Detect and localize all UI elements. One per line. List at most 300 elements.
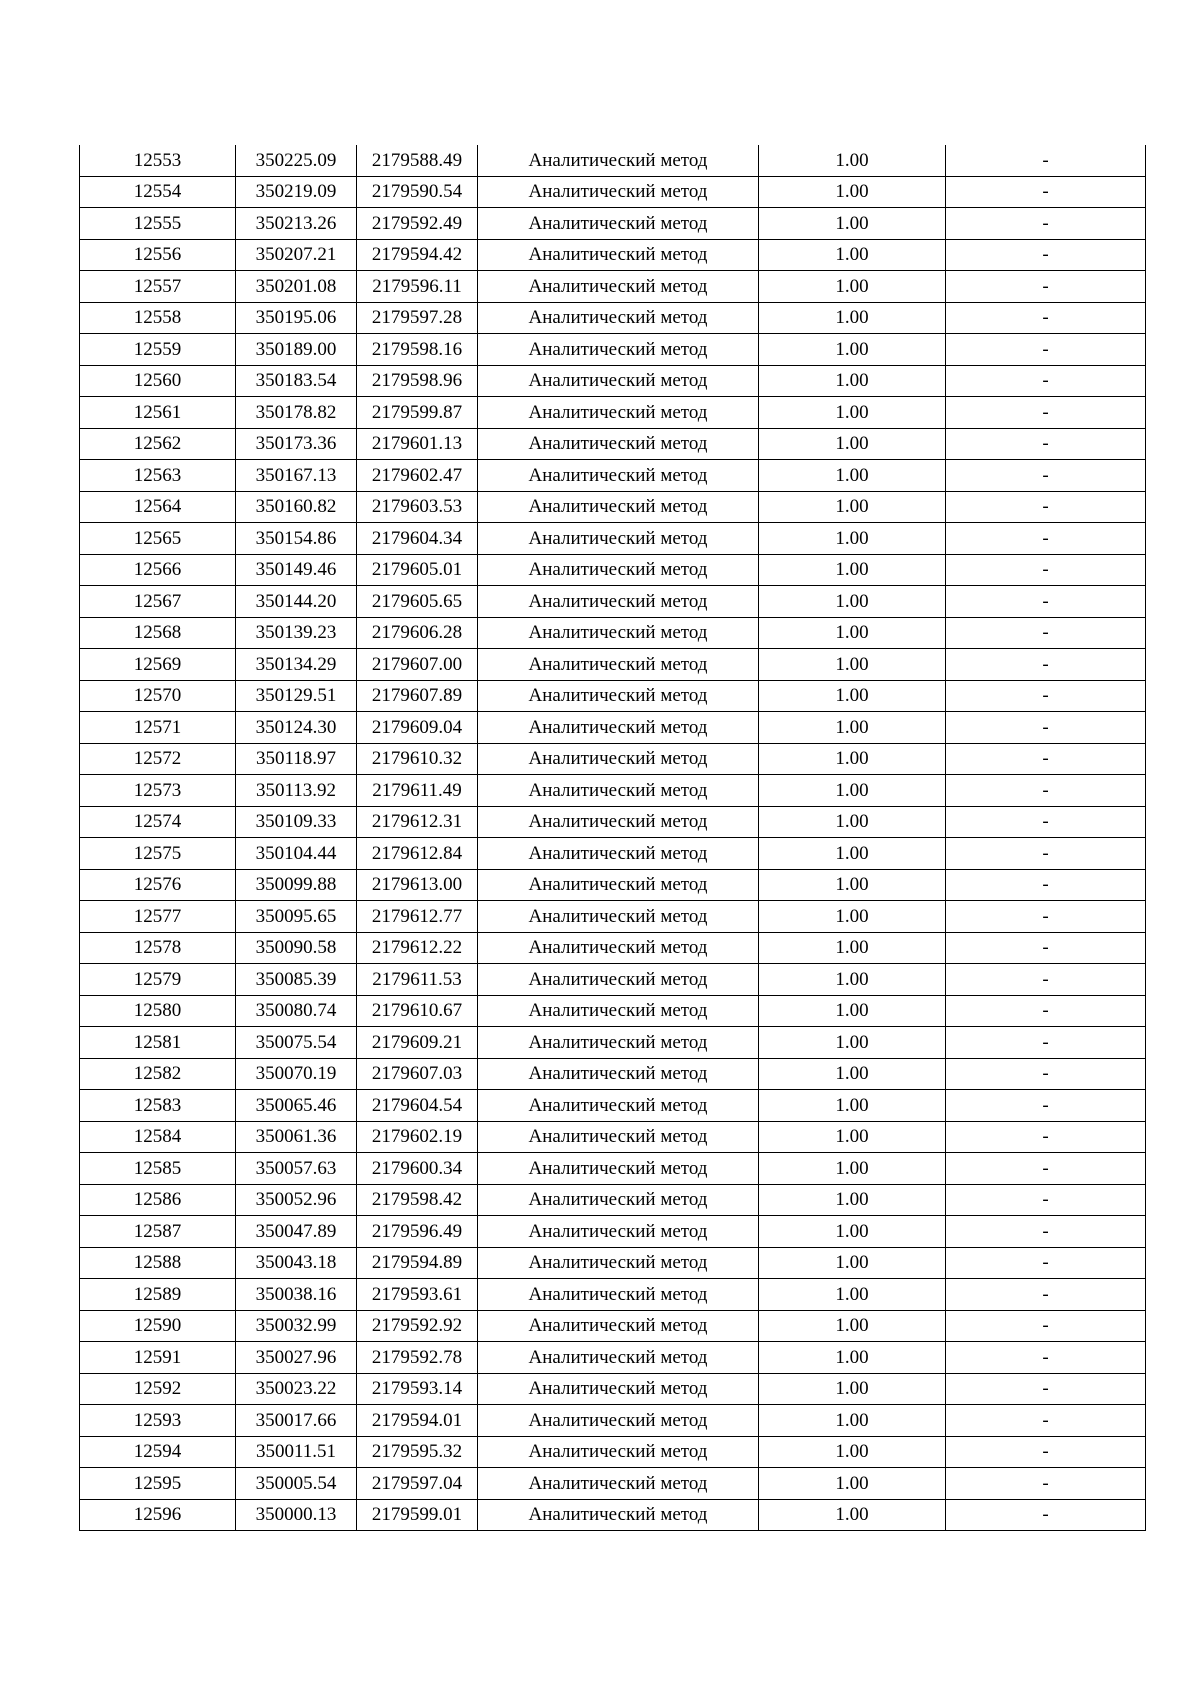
method-cell: Аналитический метод — [478, 554, 759, 586]
accuracy-cell: 1.00 — [759, 1184, 946, 1216]
accuracy-cell: 1.00 — [759, 1027, 946, 1059]
method-cell: Аналитический метод — [478, 523, 759, 555]
point-number-cell: 12555 — [80, 208, 236, 240]
point-number-cell: 12577 — [80, 901, 236, 933]
x-coordinate-cell: 350052.96 — [236, 1184, 357, 1216]
description-cell: - — [946, 649, 1146, 681]
x-coordinate-cell: 350149.46 — [236, 554, 357, 586]
point-number-cell: 12566 — [80, 554, 236, 586]
description-cell: - — [946, 680, 1146, 712]
table-row — [80, 1342, 1146, 1374]
description-cell: - — [946, 775, 1146, 807]
description-cell: - — [946, 964, 1146, 996]
method-cell: Аналитический метод — [478, 617, 759, 649]
point-number-cell: 12560 — [80, 365, 236, 397]
accuracy-cell: 1.00 — [759, 1121, 946, 1153]
y-coordinate-cell: 2179595.32 — [357, 1436, 478, 1468]
point-number-cell: 12571 — [80, 712, 236, 744]
coordinates-table — [79, 145, 1146, 1531]
y-coordinate-cell: 2179597.04 — [357, 1468, 478, 1500]
description-cell: - — [946, 397, 1146, 429]
method-cell: Аналитический метод — [478, 1153, 759, 1185]
y-coordinate-cell: 2179602.19 — [357, 1121, 478, 1153]
accuracy-cell: 1.00 — [759, 1468, 946, 1500]
table-row — [80, 428, 1146, 460]
description-cell: - — [946, 491, 1146, 523]
y-coordinate-cell: 2179592.92 — [357, 1310, 478, 1342]
accuracy-cell: 1.00 — [759, 1499, 946, 1531]
x-coordinate-cell: 350099.88 — [236, 869, 357, 901]
description-cell: - — [946, 743, 1146, 775]
x-coordinate-cell: 350047.89 — [236, 1216, 357, 1248]
description-cell: - — [946, 1027, 1146, 1059]
y-coordinate-cell: 2179603.53 — [357, 491, 478, 523]
accuracy-cell: 1.00 — [759, 617, 946, 649]
y-coordinate-cell: 2179598.42 — [357, 1184, 478, 1216]
accuracy-cell: 1.00 — [759, 1247, 946, 1279]
accuracy-cell: 1.00 — [759, 208, 946, 240]
x-coordinate-cell: 350144.20 — [236, 586, 357, 618]
point-number-cell: 12561 — [80, 397, 236, 429]
description-cell: - — [946, 617, 1146, 649]
method-cell: Аналитический метод — [478, 1342, 759, 1374]
accuracy-cell: 1.00 — [759, 1373, 946, 1405]
method-cell: Аналитический метод — [478, 302, 759, 334]
x-coordinate-cell: 350124.30 — [236, 712, 357, 744]
y-coordinate-cell: 2179599.87 — [357, 397, 478, 429]
method-cell: Аналитический метод — [478, 1216, 759, 1248]
table-row — [80, 1373, 1146, 1405]
accuracy-cell: 1.00 — [759, 901, 946, 933]
y-coordinate-cell: 2179594.01 — [357, 1405, 478, 1437]
y-coordinate-cell: 2179611.53 — [357, 964, 478, 996]
description-cell: - — [946, 554, 1146, 586]
method-cell: Аналитический метод — [478, 806, 759, 838]
accuracy-cell: 1.00 — [759, 712, 946, 744]
table-row — [80, 1058, 1146, 1090]
description-cell: - — [946, 523, 1146, 555]
table-row — [80, 932, 1146, 964]
y-coordinate-cell: 2179596.11 — [357, 271, 478, 303]
accuracy-cell: 1.00 — [759, 680, 946, 712]
accuracy-cell: 1.00 — [759, 460, 946, 492]
x-coordinate-cell: 350219.09 — [236, 176, 357, 208]
table-row — [80, 649, 1146, 681]
description-cell: - — [946, 1279, 1146, 1311]
table-row — [80, 1499, 1146, 1531]
method-cell: Аналитический метод — [478, 1468, 759, 1500]
y-coordinate-cell: 2179598.16 — [357, 334, 478, 366]
method-cell: Аналитический метод — [478, 271, 759, 303]
method-cell: Аналитический метод — [478, 428, 759, 460]
y-coordinate-cell: 2179590.54 — [357, 176, 478, 208]
point-number-cell: 12586 — [80, 1184, 236, 1216]
y-coordinate-cell: 2179606.28 — [357, 617, 478, 649]
table-row — [80, 743, 1146, 775]
x-coordinate-cell: 350113.92 — [236, 775, 357, 807]
accuracy-cell: 1.00 — [759, 1310, 946, 1342]
x-coordinate-cell: 350167.13 — [236, 460, 357, 492]
table-row — [80, 334, 1146, 366]
x-coordinate-cell: 350057.63 — [236, 1153, 357, 1185]
description-cell: - — [946, 1468, 1146, 1500]
method-cell: Аналитический метод — [478, 491, 759, 523]
description-cell: - — [946, 1058, 1146, 1090]
description-cell: - — [946, 176, 1146, 208]
point-number-cell: 12563 — [80, 460, 236, 492]
accuracy-cell: 1.00 — [759, 397, 946, 429]
table-row — [80, 1247, 1146, 1279]
y-coordinate-cell: 2179607.89 — [357, 680, 478, 712]
table-row — [80, 712, 1146, 744]
x-coordinate-cell: 350090.58 — [236, 932, 357, 964]
description-cell: - — [946, 1499, 1146, 1531]
accuracy-cell: 1.00 — [759, 271, 946, 303]
table-row — [80, 145, 1146, 176]
method-cell: Аналитический метод — [478, 838, 759, 870]
accuracy-cell: 1.00 — [759, 1153, 946, 1185]
y-coordinate-cell: 2179602.47 — [357, 460, 478, 492]
y-coordinate-cell: 2179611.49 — [357, 775, 478, 807]
point-number-cell: 12553 — [80, 145, 236, 176]
point-number-cell: 12594 — [80, 1436, 236, 1468]
point-number-cell: 12572 — [80, 743, 236, 775]
method-cell: Аналитический метод — [478, 964, 759, 996]
x-coordinate-cell: 350061.36 — [236, 1121, 357, 1153]
x-coordinate-cell: 350070.19 — [236, 1058, 357, 1090]
accuracy-cell: 1.00 — [759, 239, 946, 271]
accuracy-cell: 1.00 — [759, 932, 946, 964]
x-coordinate-cell: 350005.54 — [236, 1468, 357, 1500]
y-coordinate-cell: 2179612.22 — [357, 932, 478, 964]
point-number-cell: 12585 — [80, 1153, 236, 1185]
accuracy-cell: 1.00 — [759, 775, 946, 807]
table-row — [80, 901, 1146, 933]
x-coordinate-cell: 350139.23 — [236, 617, 357, 649]
point-number-cell: 12575 — [80, 838, 236, 870]
accuracy-cell: 1.00 — [759, 1405, 946, 1437]
x-coordinate-cell: 350000.13 — [236, 1499, 357, 1531]
x-coordinate-cell: 350213.26 — [236, 208, 357, 240]
point-number-cell: 12562 — [80, 428, 236, 460]
y-coordinate-cell: 2179594.42 — [357, 239, 478, 271]
point-number-cell: 12581 — [80, 1027, 236, 1059]
description-cell: - — [946, 838, 1146, 870]
point-number-cell: 12554 — [80, 176, 236, 208]
point-number-cell: 12593 — [80, 1405, 236, 1437]
point-number-cell: 12596 — [80, 1499, 236, 1531]
point-number-cell: 12590 — [80, 1310, 236, 1342]
point-number-cell: 12595 — [80, 1468, 236, 1500]
x-coordinate-cell: 350189.00 — [236, 334, 357, 366]
point-number-cell: 12591 — [80, 1342, 236, 1374]
y-coordinate-cell: 2179594.89 — [357, 1247, 478, 1279]
table-row — [80, 554, 1146, 586]
x-coordinate-cell: 350129.51 — [236, 680, 357, 712]
method-cell: Аналитический метод — [478, 1405, 759, 1437]
description-cell: - — [946, 712, 1146, 744]
point-number-cell: 12578 — [80, 932, 236, 964]
accuracy-cell: 1.00 — [759, 1279, 946, 1311]
accuracy-cell: 1.00 — [759, 586, 946, 618]
method-cell: Аналитический метод — [478, 1058, 759, 1090]
point-number-cell: 12579 — [80, 964, 236, 996]
method-cell: Аналитический метод — [478, 995, 759, 1027]
table-row — [80, 460, 1146, 492]
method-cell: Аналитический метод — [478, 1310, 759, 1342]
x-coordinate-cell: 350027.96 — [236, 1342, 357, 1374]
y-coordinate-cell: 2179610.32 — [357, 743, 478, 775]
method-cell: Аналитический метод — [478, 208, 759, 240]
method-cell: Аналитический метод — [478, 586, 759, 618]
x-coordinate-cell: 350095.65 — [236, 901, 357, 933]
accuracy-cell: 1.00 — [759, 554, 946, 586]
table-row — [80, 1090, 1146, 1122]
method-cell: Аналитический метод — [478, 1436, 759, 1468]
point-number-cell: 12569 — [80, 649, 236, 681]
y-coordinate-cell: 2179609.21 — [357, 1027, 478, 1059]
table-row — [80, 1121, 1146, 1153]
method-cell: Аналитический метод — [478, 680, 759, 712]
method-cell: Аналитический метод — [478, 145, 759, 176]
coordinates-table-body — [80, 145, 1146, 1531]
y-coordinate-cell: 2179598.96 — [357, 365, 478, 397]
table-row — [80, 271, 1146, 303]
x-coordinate-cell: 350011.51 — [236, 1436, 357, 1468]
table-row — [80, 869, 1146, 901]
table-row — [80, 208, 1146, 240]
point-number-cell: 12570 — [80, 680, 236, 712]
description-cell: - — [946, 1247, 1146, 1279]
description-cell: - — [946, 334, 1146, 366]
description-cell: - — [946, 1153, 1146, 1185]
y-coordinate-cell: 2179592.78 — [357, 1342, 478, 1374]
description-cell: - — [946, 460, 1146, 492]
y-coordinate-cell: 2179588.49 — [357, 145, 478, 176]
method-cell: Аналитический метод — [478, 334, 759, 366]
x-coordinate-cell: 350075.54 — [236, 1027, 357, 1059]
method-cell: Аналитический метод — [478, 1499, 759, 1531]
table-row — [80, 806, 1146, 838]
y-coordinate-cell: 2179605.01 — [357, 554, 478, 586]
x-coordinate-cell: 350080.74 — [236, 995, 357, 1027]
x-coordinate-cell: 350173.36 — [236, 428, 357, 460]
table-row — [80, 586, 1146, 618]
method-cell: Аналитический метод — [478, 1184, 759, 1216]
accuracy-cell: 1.00 — [759, 743, 946, 775]
table-row — [80, 239, 1146, 271]
x-coordinate-cell: 350160.82 — [236, 491, 357, 523]
x-coordinate-cell: 350225.09 — [236, 145, 357, 176]
x-coordinate-cell: 350032.99 — [236, 1310, 357, 1342]
table-row — [80, 1468, 1146, 1500]
description-cell: - — [946, 1216, 1146, 1248]
method-cell: Аналитический метод — [478, 1027, 759, 1059]
accuracy-cell: 1.00 — [759, 1216, 946, 1248]
y-coordinate-cell: 2179593.14 — [357, 1373, 478, 1405]
point-number-cell: 12567 — [80, 586, 236, 618]
point-number-cell: 12582 — [80, 1058, 236, 1090]
description-cell: - — [946, 1310, 1146, 1342]
table-row — [80, 1405, 1146, 1437]
y-coordinate-cell: 2179613.00 — [357, 869, 478, 901]
point-number-cell: 12576 — [80, 869, 236, 901]
method-cell: Аналитический метод — [478, 901, 759, 933]
y-coordinate-cell: 2179604.54 — [357, 1090, 478, 1122]
y-coordinate-cell: 2179601.13 — [357, 428, 478, 460]
description-cell: - — [946, 901, 1146, 933]
point-number-cell: 12583 — [80, 1090, 236, 1122]
point-number-cell: 12556 — [80, 239, 236, 271]
accuracy-cell: 1.00 — [759, 1342, 946, 1374]
table-row — [80, 775, 1146, 807]
x-coordinate-cell: 350201.08 — [236, 271, 357, 303]
method-cell: Аналитический метод — [478, 365, 759, 397]
method-cell: Аналитический метод — [478, 1247, 759, 1279]
x-coordinate-cell: 350183.54 — [236, 365, 357, 397]
description-cell: - — [946, 302, 1146, 334]
description-cell: - — [946, 1373, 1146, 1405]
table-row — [80, 617, 1146, 649]
point-number-cell: 12589 — [80, 1279, 236, 1311]
table-row — [80, 523, 1146, 555]
y-coordinate-cell: 2179600.34 — [357, 1153, 478, 1185]
table-row — [80, 1279, 1146, 1311]
x-coordinate-cell: 350104.44 — [236, 838, 357, 870]
description-cell: - — [946, 1405, 1146, 1437]
description-cell: - — [946, 1436, 1146, 1468]
y-coordinate-cell: 2179604.34 — [357, 523, 478, 555]
x-coordinate-cell: 350017.66 — [236, 1405, 357, 1437]
method-cell: Аналитический метод — [478, 932, 759, 964]
table-row — [80, 1153, 1146, 1185]
description-cell: - — [946, 869, 1146, 901]
table-row — [80, 397, 1146, 429]
method-cell: Аналитический метод — [478, 649, 759, 681]
table-row — [80, 1436, 1146, 1468]
table-row — [80, 1184, 1146, 1216]
accuracy-cell: 1.00 — [759, 523, 946, 555]
method-cell: Аналитический метод — [478, 176, 759, 208]
point-number-cell: 12592 — [80, 1373, 236, 1405]
description-cell: - — [946, 1121, 1146, 1153]
description-cell: - — [946, 586, 1146, 618]
y-coordinate-cell: 2179612.84 — [357, 838, 478, 870]
accuracy-cell: 1.00 — [759, 1436, 946, 1468]
y-coordinate-cell: 2179610.67 — [357, 995, 478, 1027]
point-number-cell: 12564 — [80, 491, 236, 523]
table-row — [80, 838, 1146, 870]
description-cell: - — [946, 208, 1146, 240]
method-cell: Аналитический метод — [478, 460, 759, 492]
accuracy-cell: 1.00 — [759, 869, 946, 901]
point-number-cell: 12587 — [80, 1216, 236, 1248]
method-cell: Аналитический метод — [478, 239, 759, 271]
accuracy-cell: 1.00 — [759, 176, 946, 208]
table-row — [80, 176, 1146, 208]
x-coordinate-cell: 350085.39 — [236, 964, 357, 996]
accuracy-cell: 1.00 — [759, 838, 946, 870]
y-coordinate-cell: 2179593.61 — [357, 1279, 478, 1311]
description-cell: - — [946, 365, 1146, 397]
x-coordinate-cell: 350023.22 — [236, 1373, 357, 1405]
point-number-cell: 12565 — [80, 523, 236, 555]
table-row — [80, 964, 1146, 996]
y-coordinate-cell: 2179599.01 — [357, 1499, 478, 1531]
description-cell: - — [946, 145, 1146, 176]
accuracy-cell: 1.00 — [759, 995, 946, 1027]
point-number-cell: 12557 — [80, 271, 236, 303]
method-cell: Аналитический метод — [478, 1279, 759, 1311]
x-coordinate-cell: 350109.33 — [236, 806, 357, 838]
method-cell: Аналитический метод — [478, 1373, 759, 1405]
accuracy-cell: 1.00 — [759, 302, 946, 334]
table-row — [80, 680, 1146, 712]
y-coordinate-cell: 2179607.00 — [357, 649, 478, 681]
table-row — [80, 1027, 1146, 1059]
description-cell: - — [946, 1342, 1146, 1374]
accuracy-cell: 1.00 — [759, 806, 946, 838]
accuracy-cell: 1.00 — [759, 1090, 946, 1122]
y-coordinate-cell: 2179612.77 — [357, 901, 478, 933]
x-coordinate-cell: 350134.29 — [236, 649, 357, 681]
x-coordinate-cell: 350178.82 — [236, 397, 357, 429]
x-coordinate-cell: 350065.46 — [236, 1090, 357, 1122]
description-cell: - — [946, 932, 1146, 964]
table-row — [80, 995, 1146, 1027]
description-cell: - — [946, 239, 1146, 271]
y-coordinate-cell: 2179592.49 — [357, 208, 478, 240]
table-row — [80, 491, 1146, 523]
point-number-cell: 12574 — [80, 806, 236, 838]
accuracy-cell: 1.00 — [759, 649, 946, 681]
description-cell: - — [946, 995, 1146, 1027]
x-coordinate-cell: 350195.06 — [236, 302, 357, 334]
accuracy-cell: 1.00 — [759, 428, 946, 460]
y-coordinate-cell: 2179607.03 — [357, 1058, 478, 1090]
description-cell: - — [946, 806, 1146, 838]
description-cell: - — [946, 1090, 1146, 1122]
description-cell: - — [946, 428, 1146, 460]
description-cell: - — [946, 271, 1146, 303]
point-number-cell: 12568 — [80, 617, 236, 649]
y-coordinate-cell: 2179597.28 — [357, 302, 478, 334]
method-cell: Аналитический метод — [478, 743, 759, 775]
point-number-cell: 12573 — [80, 775, 236, 807]
table-row — [80, 1310, 1146, 1342]
point-number-cell: 12559 — [80, 334, 236, 366]
x-coordinate-cell: 350043.18 — [236, 1247, 357, 1279]
x-coordinate-cell: 350207.21 — [236, 239, 357, 271]
x-coordinate-cell: 350038.16 — [236, 1279, 357, 1311]
table-row — [80, 365, 1146, 397]
accuracy-cell: 1.00 — [759, 491, 946, 523]
point-number-cell: 12580 — [80, 995, 236, 1027]
point-number-cell: 12584 — [80, 1121, 236, 1153]
accuracy-cell: 1.00 — [759, 145, 946, 176]
point-number-cell: 12588 — [80, 1247, 236, 1279]
method-cell: Аналитический метод — [478, 712, 759, 744]
y-coordinate-cell: 2179596.49 — [357, 1216, 478, 1248]
x-coordinate-cell: 350118.97 — [236, 743, 357, 775]
table-row — [80, 1216, 1146, 1248]
point-number-cell: 12558 — [80, 302, 236, 334]
x-coordinate-cell: 350154.86 — [236, 523, 357, 555]
method-cell: Аналитический метод — [478, 397, 759, 429]
method-cell: Аналитический метод — [478, 869, 759, 901]
accuracy-cell: 1.00 — [759, 964, 946, 996]
y-coordinate-cell: 2179612.31 — [357, 806, 478, 838]
